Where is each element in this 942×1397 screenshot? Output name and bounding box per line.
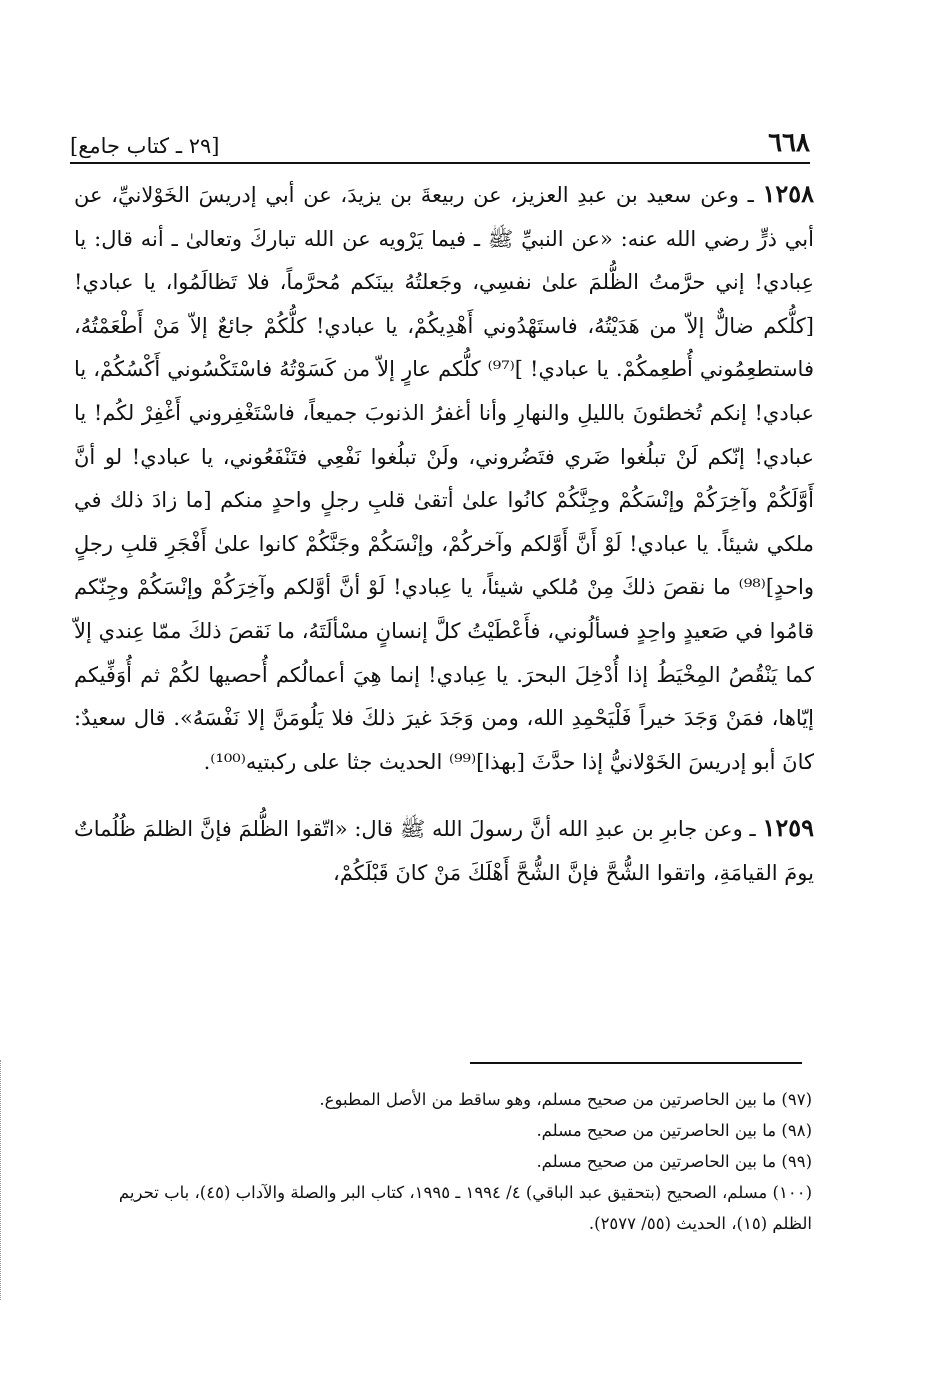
hadith-text: ـ وعن جابرِ بن عبدِ الله أنَّ رسولَ الله ﷺ قال: «اتّقوا الظُّلمَ فإنَّ الظلمَ ظُلُماتٌ يومَ القيامَةِ، واتقوا الشُّحَّ فإنَّ الشُّحَّ أَهْلَكَ مَنْ كانَ قَبْلَكُمْ، [74,817,814,885]
running-head: [٢٩ ـ كتاب جامع] [70,134,220,158]
header-rule [70,162,810,164]
page-number: ٦٦٨ [768,128,810,158]
hadith-number: ١٢٥٩ [762,813,814,843]
hadith-number: ١٢٥٨ [762,179,814,208]
footnote-98: (٩٨) ما بين الحاصرتين من صحيح مسلم. [536,1121,812,1140]
main-text [74,172,814,896]
footnote-100: (١٠٠) مسلم، الصحيح (بتحقيق عبد الباقي) ٤/ ١٩٩٤ ـ ١٩٩٥، كتاب البر والصلة والآداب (٤٥)، باب تحريم الظلم (١٥)، الحديث (٥٥/ ٢٥٧٧). [118,1183,812,1233]
hadith-1259 [74,806,814,895]
footnote-separator [470,1062,802,1064]
scan-edge-mark [0,1060,7,1300]
hadith-text: ـ وعن سعيد بن عبدِ العزيز، عن ربيعةَ بن يزيدَ، عن أبي إدريسَ الخَوْلانيِّ، عن أبي ذرٍّ رضي الله عنه: «عن النبيِّ ﷺ ـ فيما يَرْويه عن الله تباركَ وتعالىٰ ـ أنه قال: يا عِبادي! إني حرَّمتُ الظُّلمَ علىٰ نفسِي، وجَعلتُهُ بينَكم مُحرَّماً، فلا تَظالَمُوا، يا عبادي! [كلُّكم ضالٌّ إلاّ من هَدَيْتُهُ، فاستَهْدُوني أَهْدِيكُمْ، يا عبادي! كلُّكُمْ جائعٌ إلاّ مَنْ أَطْعَمْتُهُ، فاستطعِمُوني أُطعِمكُمْ. يا عبادي! ]⁽⁹⁷⁾ كلُّكم عارٍ إلاّ من كَسَوْتُهُ فاسْتَكْسُوني أَكْسُكُمْ، يا عبادي! إنكم تُخطئونَ بالليلِ والنهارِ وأنا أغفرُ الذنوبَ جميعاً، فاسْتَغْفِروني أَغْفِرْ لكُم! يا عبادي! إنّكم لَنْ تبلُغوا ضَري فتَضُروني، ولَنْ تبلُغوا نَفْعِي فتَنْفَعُوني، يا عبادي! لو أنَّ أَوَّلَكُمْ وآخِرَكُمْ وإنْسَكُمْ وجِنَّكُمْ كانُوا علىٰ أتقىٰ قلبِ رجلٍ واحدٍ منكم [ما زادَ ذلك في ملكي شيئاً. يا عبادي! لَوْ أَنَّ أَوَّلكم وآخركُمْ، وإنْسَكُمْ وجَنَّكُمْ كانوا علىٰ أَفْجَرِ قلبِ رجلٍ واحدٍ]⁽⁹⁸⁾ ما نقصَ ذلكَ مِنْ مُلكي شيئاً، يا عِبادي! لَوْ أنَّ أوَّلكم وآخِرَكُمْ وإنْسَكُمْ وجِنّكم قامُوا في صَعيدٍ واحِدٍ فسألُوني، فأَعْطَيْتُ كلَّ إنسانٍ مسْألَتَهُ، ما نَقصَ ذلكَ ممّا عِندي إلاّ كما يَنْقُصُ المِخْيَطُ إذا أُدْخِلَ البحرَ. يا عِبادي! إنما هِيَ أعمالُكم أُحصيها لكُمْ ثم أُوَفِّيكم إيّاها، فمَنْ وَجَدَ خيراً فَلْيَحْمِدِ الله، ومن وَجَدَ غيرَ ذلكَ فلا يَلُومَنَّ إلا نَفْسَهُ». قال سعيدٌ: كانَ أبو إدريسَ الخَوْلانيُّ إذا حدَّثَ [بهذا]⁽⁹⁹⁾ الحديث جثا على ركبتيه⁽¹⁰⁰⁾. [74,183,814,774]
footnote-97: (٩٧) ما بين الحاصرتين من صحيح مسلم، وهو ساقط من الأصل المطبوع. [319,1090,812,1109]
footnotes [96,1084,812,1239]
hadith-1258 [74,172,814,784]
footnote-99: (٩٩) ما بين الحاصرتين من صحيح مسلم. [536,1152,812,1171]
page-header [70,112,810,158]
